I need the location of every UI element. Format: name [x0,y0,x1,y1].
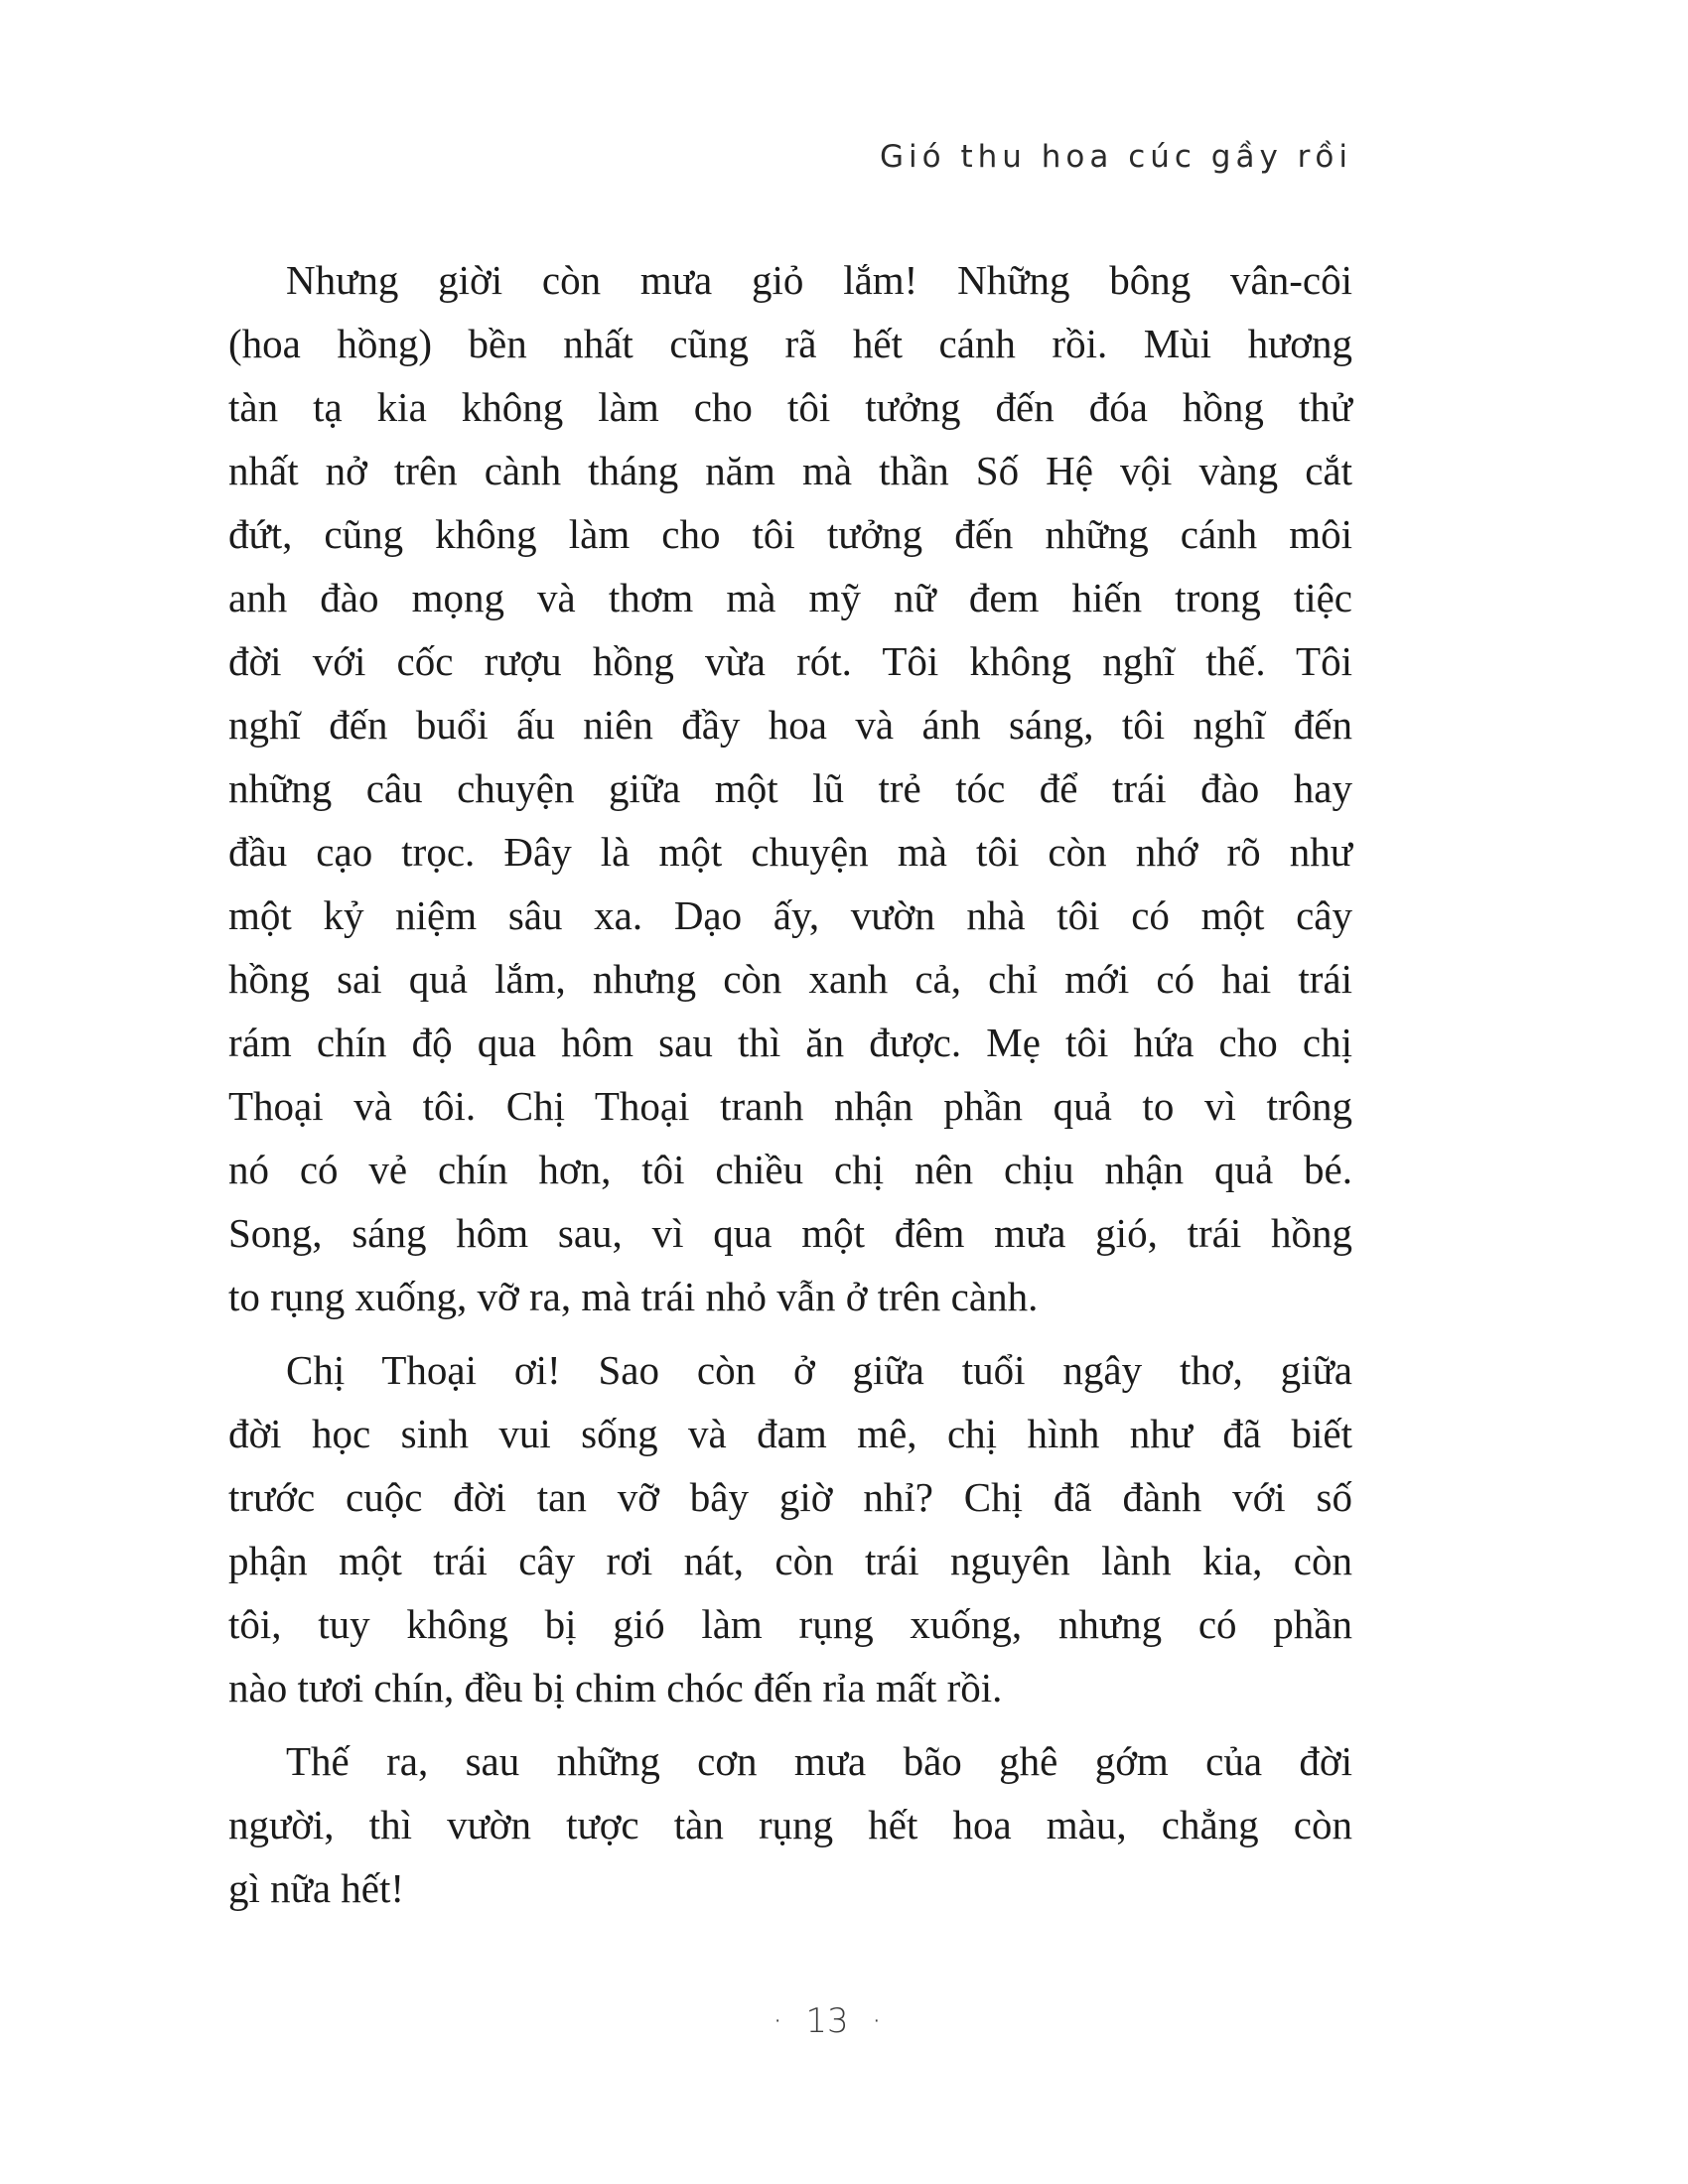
text-line: nó có vẻ chín hơn, tôi chiều chị nên chịu nhận quả bé. [228,1147,1352,1192]
text-line: nhất nở trên cành tháng năm mà thần Số Hệ vội vàng cắt [228,448,1352,493]
text-line: (hoa hồng) bền nhất cũng rã hết cánh rồi. Mùi hương [228,321,1352,366]
text-line: anh đào mọng và thơm mà mỹ nữ đem hiến trong tiệc [228,575,1352,620]
text-line: Chị Thoại ơi! Sao còn ở giữa tuổi ngây thơ, giữa [286,1347,1352,1393]
text-line: Nhưng giời còn mưa giỏ lắm! Những bông vân-côi [286,257,1352,303]
text-line: hồng sai quả lắm, nhưng còn xanh cả, chỉ mới có hai trái [228,956,1352,1002]
text-line: Thế ra, sau những cơn mưa bão ghê gớm của đời [286,1738,1352,1784]
text-line: người, thì vườn tược tàn rụng hết hoa màu, chẳng còn [228,1802,1352,1847]
paragraph [228,1338,1352,1719]
text-line: tàn tạ kia không làm cho tôi tưởng đến đóa hồng thử [228,384,1352,430]
running-header: Gió thu hoa cúc gầy rồi [879,139,1352,175]
text-line: những câu chuyện giữa một lũ trẻ tóc để trái đào hay [228,765,1352,811]
text-line: rám chín độ qua hôm sau thì ăn được. Mẹ tôi hứa cho chị [228,1020,1352,1065]
text-line: Song, sáng hôm sau, vì qua một đêm mưa gió, trái hồng [228,1210,1352,1256]
paragraph [228,1729,1352,1920]
page-number: · 13 · [772,2001,883,2041]
text-line: một kỷ niệm sâu xa. Dạo ấy, vườn nhà tôi có một cây [228,892,1352,938]
text-line: đầu cạo trọc. Đây là một chuyện mà tôi còn nhớ rõ như [228,829,1352,875]
paragraph [228,248,1352,1328]
body-text [228,248,1352,1930]
text-line: Thoại và tôi. Chị Thoại tranh nhận phần quả to vì trông [228,1083,1352,1129]
text-line: phận một trái cây rơi nát, còn trái nguyên lành kia, còn [228,1538,1352,1583]
text-line: nào tươi chín, đều bị chim chóc đến rỉa mất rồi. [228,1665,1003,1710]
text-line: đời với cốc rượu hồng vừa rót. Tôi không nghĩ thế. Tôi [228,638,1352,684]
text-line: to rụng xuống, vỡ ra, mà trái nhỏ vẫn ở trên cành. [228,1274,1039,1319]
text-line: nghĩ đến buổi ấu niên đầy hoa và ánh sáng, tôi nghĩ đến [228,702,1352,748]
text-line: gì nữa hết! [228,1865,405,1911]
text-line: đứt, cũng không làm cho tôi tưởng đến những cánh môi [228,511,1352,557]
text-line: đời học sinh vui sống và đam mê, chị hình như đã biết [228,1411,1352,1456]
text-line: tôi, tuy không bị gió làm rụng xuống, nhưng có phần [228,1601,1352,1647]
text-line: trước cuộc đời tan vỡ bây giờ nhỉ? Chị đã đành với số [228,1474,1352,1520]
